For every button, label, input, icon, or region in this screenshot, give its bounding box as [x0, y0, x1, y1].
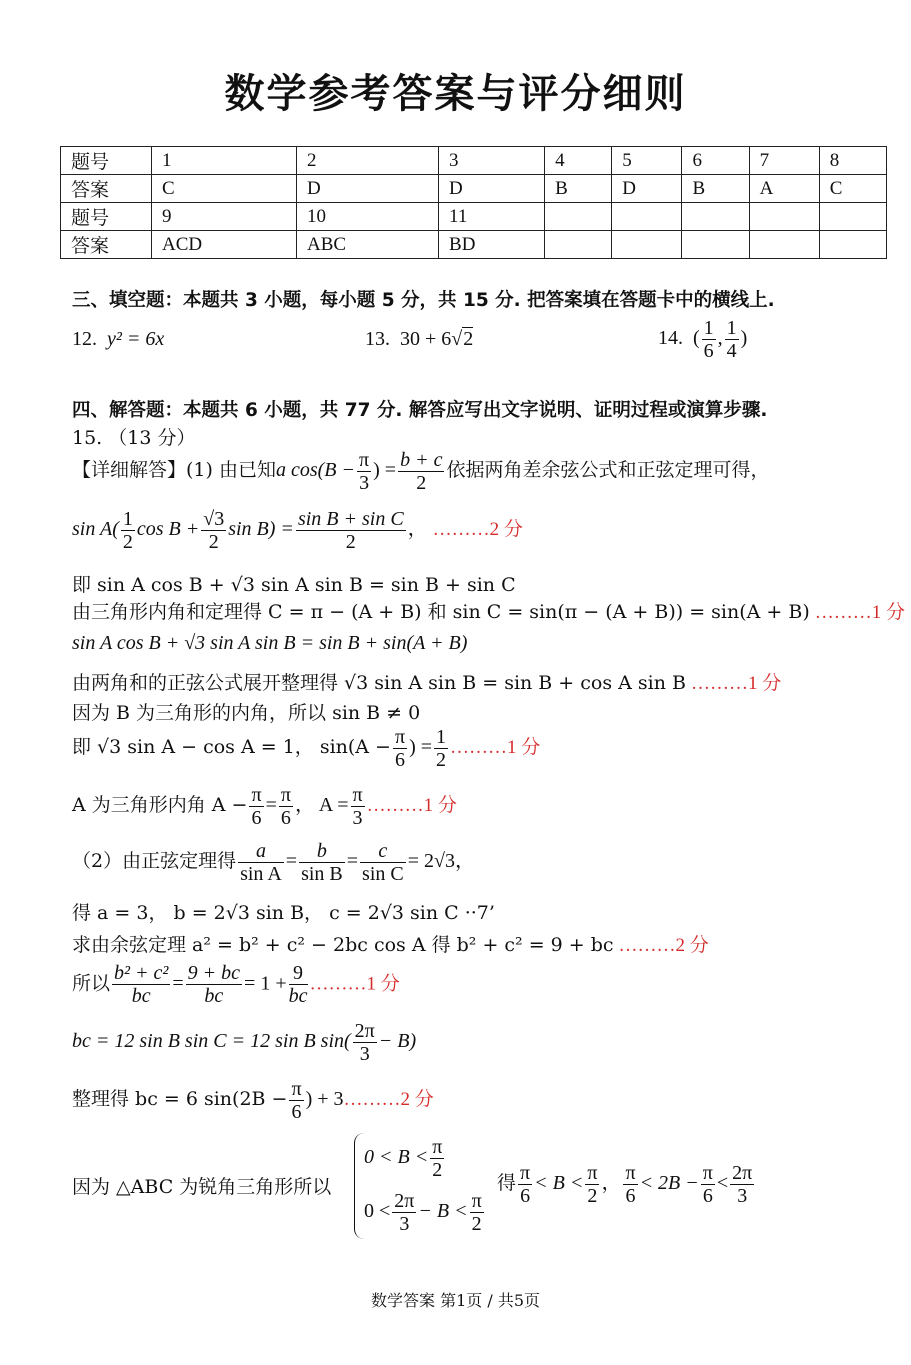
answer-table-cell	[682, 231, 749, 259]
answer-table-cell: D	[612, 175, 682, 203]
answer-table-cell	[545, 203, 612, 231]
solution-line-4: 由三角形内角和定理得 C = π − (A + B) 和 sin C = sin(π − (A + B)) = sin(A + B) ………1 分	[72, 601, 906, 623]
q12-answer: 12. y² = 6x	[72, 328, 165, 350]
inequality-row-2: 0 < $\frac{2\pi}{3}$ − B < $\frac{\pi}{2}$	[364, 1190, 482, 1235]
solution-line-10: （2）由正弦定理得 $\frac{a}{\text{sin A}}$ = $\frac{b}{\text{sin B}}$ = $\frac{c}{\text{sin C}}$ = 2√3，	[72, 840, 475, 885]
solution-line-14: bc = 12 sin B sin C = 12 sin B sin( $\frac{2\pi}{3}$ − B)	[72, 1020, 417, 1065]
answer-table-cell: ABC	[297, 231, 439, 259]
answer-table-cell: ACD	[152, 231, 297, 259]
answer-table-cell: A	[749, 175, 819, 203]
inequality-row-1: 0 < B < $\frac{\pi}{2}$	[364, 1136, 443, 1181]
answer-table-cell	[819, 203, 886, 231]
answer-table-row	[61, 147, 887, 175]
q13-answer: 13. 30 + 6√2	[365, 328, 474, 350]
answer-table-row	[61, 203, 887, 231]
solution-line-1: 【详细解答】(1) 由已知a cos(B − $\frac{\pi}{3}$ ) = $\frac{b + c}{2}$ 依据两角差余弦公式和正弦定理可得，	[72, 449, 770, 494]
solution-line-8: 即 √3 sin A − cos A = 1， sin(A − $\frac{\pi}{6}$ ) = $\frac{1}{2}$ ………1 分	[72, 726, 541, 771]
solution-line-5: sin A cos B + √3 sin A sin B = sin B + sin(A + B)	[72, 632, 468, 654]
q15-label: 15. （13 分）	[72, 427, 196, 449]
solution-line-13: 所以 $\frac{\text{b² + c²}}{bc}$ = $\frac{9 + bc}{bc} = 1$ + $\frac{9}{bc}$ ………1 分	[72, 962, 400, 1007]
answer-table-row-header: 答案	[61, 175, 152, 203]
answer-table-cell	[682, 203, 749, 231]
answer-table-cell: C	[819, 175, 886, 203]
solution-line-9: A 为三角形内角 A − $\frac{\pi}{6}$ = $\frac{\pi}{6}$ ， A = $\frac{\pi}{3}$ ………1 分	[72, 784, 457, 829]
solution-line-7: 因为 B 为三角形的内角，所以 sin B ≠ 0	[72, 702, 421, 724]
answer-table-cell: 8	[819, 147, 886, 175]
answer-table-cell: 5	[612, 147, 682, 175]
answer-table-row-header: 题号	[61, 147, 152, 175]
solution-line-16-intro: 因为 △ABC 为锐角三角形所以	[72, 1176, 332, 1198]
answer-table-cell: 9	[152, 203, 297, 231]
answer-table-cell	[545, 231, 612, 259]
q14-answer: 14. ( $\frac{1}{6}$ , $\frac{1}{4}$ )	[658, 317, 748, 362]
answer-table-row-header: 答案	[61, 231, 152, 259]
solution-line-15: 整理得 bc = 6 sin(2B − $\frac{\pi}{6}$ ) + 3………2 分	[72, 1078, 434, 1123]
answer-table-cell: 2	[297, 147, 439, 175]
section-3-heading: 三、填空题：本题共 3 小题，每小题 5 分，共 15 分. 把答案填在答题卡中的横线上.	[72, 290, 775, 311]
solution-line-11: 得 a = 3， b = 2√3 sin B， c = 2√3 sin C ··7’	[72, 902, 495, 924]
page-footer: 数学答案 第1页 / 共5页	[370, 1291, 540, 1310]
answer-table-cell	[749, 203, 819, 231]
answer-table-cell: 1	[152, 147, 297, 175]
solution-line-16-result: 得 $\frac{\pi}{6}$ < B < $\frac{\pi}{2}$ ， $\frac{\pi}{6}$ < 2B − $\frac{\pi}{6}$ < $\frac{2\pi}{3}$	[497, 1162, 753, 1207]
answer-table-cell: C	[152, 175, 297, 203]
answer-table-cell: B	[682, 175, 749, 203]
answer-table-cell: BD	[439, 231, 545, 259]
answer-table-cell: B	[545, 175, 612, 203]
solution-line-6: 由两角和的正弦公式展开整理得 √3 sin A sin B = sin B + cos A sin B ………1 分	[72, 672, 782, 694]
answer-table-cell: 11	[439, 203, 545, 231]
answer-table-cell: 3	[439, 147, 545, 175]
solution-line-3: 即 sin A cos B + √3 sin A sin B = sin B + sin C	[72, 574, 516, 596]
answer-table-cell	[819, 231, 886, 259]
answer-table	[60, 146, 887, 259]
answer-table-cell: 10	[297, 203, 439, 231]
answer-table-cell	[749, 231, 819, 259]
answer-table-cell: D	[439, 175, 545, 203]
answer-table-cell: 4	[545, 147, 612, 175]
answer-table-cell: 6	[682, 147, 749, 175]
answer-table-row-header: 题号	[61, 203, 152, 231]
solution-line-12: 求由余弦定理 a² = b² + c² − 2bc cos A 得 b² + c² = 9 + bc ………2 分	[72, 934, 709, 956]
answer-table-row	[61, 231, 887, 259]
answer-table-cell: D	[297, 175, 439, 203]
answer-table-row	[61, 175, 887, 203]
solution-line-2: sin A( $\frac{1}{2}$ cos B + $\frac{√3}{2}$ sin B) = $\frac{\text{sin B + sin C}}{2}$ ， ………2 分	[72, 508, 523, 553]
answer-table-cell	[612, 203, 682, 231]
section-4-heading: 四、解答题：本题共 6 小题，共 77 分. 解答应写出文字说明、证明过程或演算步骤.	[72, 400, 768, 421]
answer-table-cell: 7	[749, 147, 819, 175]
page-title: 数学参考答案与评分细则	[224, 71, 687, 117]
answer-table-cell	[612, 231, 682, 259]
